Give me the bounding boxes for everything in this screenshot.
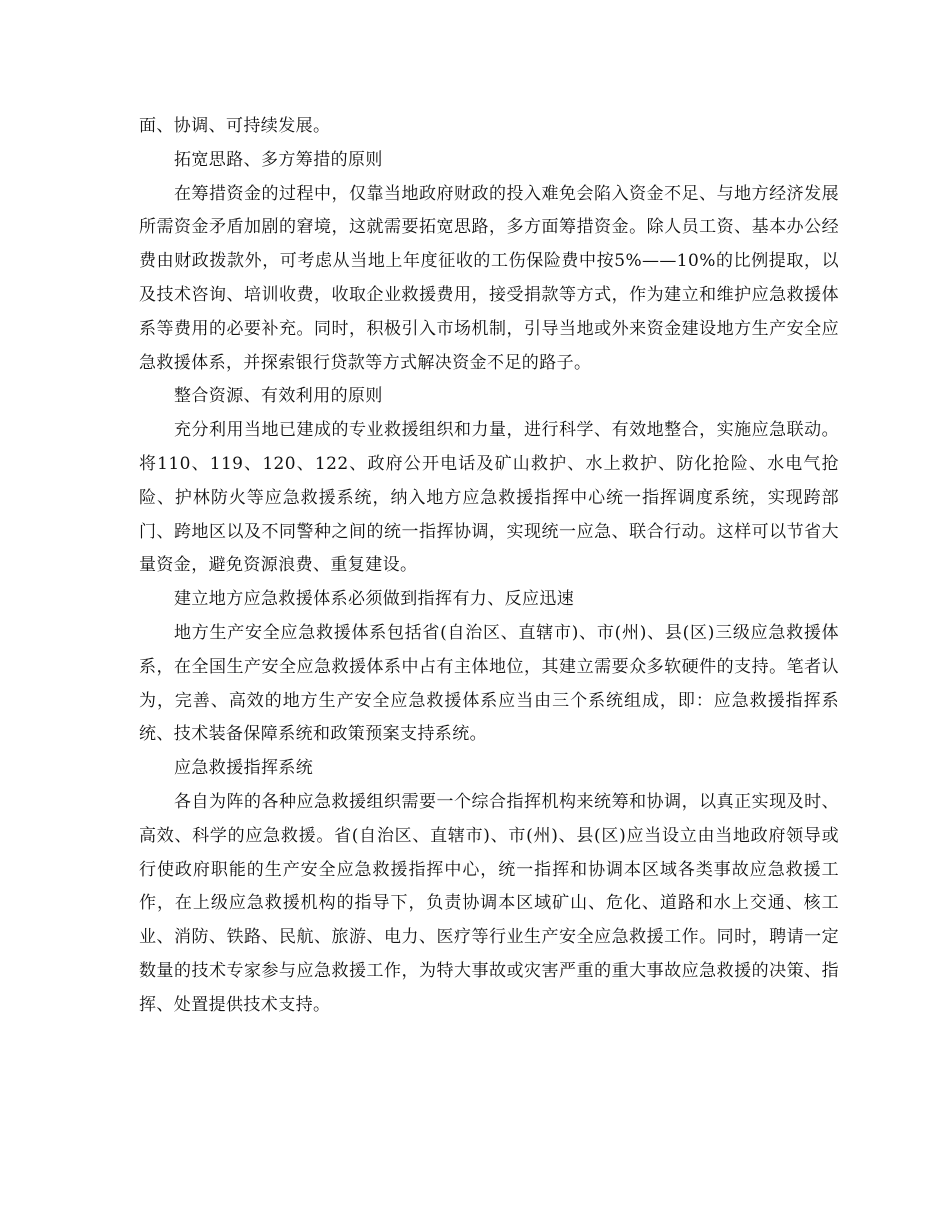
section-heading-command-response: 建立地方应急救援体系必须做到指挥有力、反应迅速 — [174, 589, 575, 610]
paragraph-funding: 在筹措资金的过程中，仅靠当地政府财政的投入难免会陷入资金不足、与地方经济发展所需资金矛盾加剧的窘境，这就需要拓宽思路，多方面筹措资金。除人员工资、基本办公经费由财政拨款外，可考虑从当地上年度征收的工伤保险费中按5%——10%的比例提取，以及技术咨询、培训收费，收取企业救援费用，接受捐款等方式，作为建立和维护应急救援体系等费用的必要补充。同时，积极引入市场机制，引导当地或外来资金建设地方生产安全应急救援体系，并探索银行贷款等方式解决资金不足的路子。 — [139, 183, 839, 373]
paragraph-integration: 充分利用当地已建成的专业救援组织和力量，进行科学、有效地整合，实施应急联动。将110、119、120、122、政府公开电话及矿山救护、水上救护、防化抢险、水电气抢险、护林防火等应急救援系统，纳入地方应急救援指挥中心统一指挥调度系统，实现跨部门、跨地区以及不同警种之间的统一指挥协调，实现统一应急、联合行动。这样可以节省大量资金，避免资源浪费、重复建设。 — [139, 420, 839, 576]
document-body — [139, 110, 839, 1023]
section-heading-integrate-resources: 整合资源、有效利用的原则 — [174, 386, 383, 407]
paragraph-local-system: 地方生产安全应急救援体系包括省(自治区、直辖市)、市(州)、县(区)三级应急救援体系，在全国生产安全应急救援体系中占有主体地位，其建立需要众多软硬件的支持。笔者认为，完善、高效的地方生产安全应急救援体系应当由三个系统组成，即：应急救援指挥系统、技术装备保障系统和政策预案支持系统。 — [139, 622, 839, 745]
paragraph-continuation: 面、协调、可持续发展。 — [139, 116, 331, 136]
paragraph-command-center: 各自为阵的各种应急救援组织需要一个综合指挥机构来统筹和协调，以真正实现及时、高效、科学的应急救援。省(自治区、直辖市)、市(州)、县(区)应当设立由当地政府领导或行使政府职能的生产安全应急救援指挥中心，统一指挥和协调本区域各类事故应急救援工作，在上级应急救援机构的指导下，负责协调本区域矿山、危化、道路和水上交通、核工业、消防、铁路、民航、旅游、电力、医疗等行业生产安全应急救援工作。同时，聘请一定数量的技术专家参与应急救援工作，为特大事故或灾害严重的重大事故应急救援的决策、指挥、处置提供技术支持。 — [139, 791, 839, 1015]
section-heading-command-system: 应急救援指挥系统 — [174, 758, 314, 779]
section-heading-broaden-thinking: 拓宽思路、多方筹措的原则 — [174, 149, 383, 170]
